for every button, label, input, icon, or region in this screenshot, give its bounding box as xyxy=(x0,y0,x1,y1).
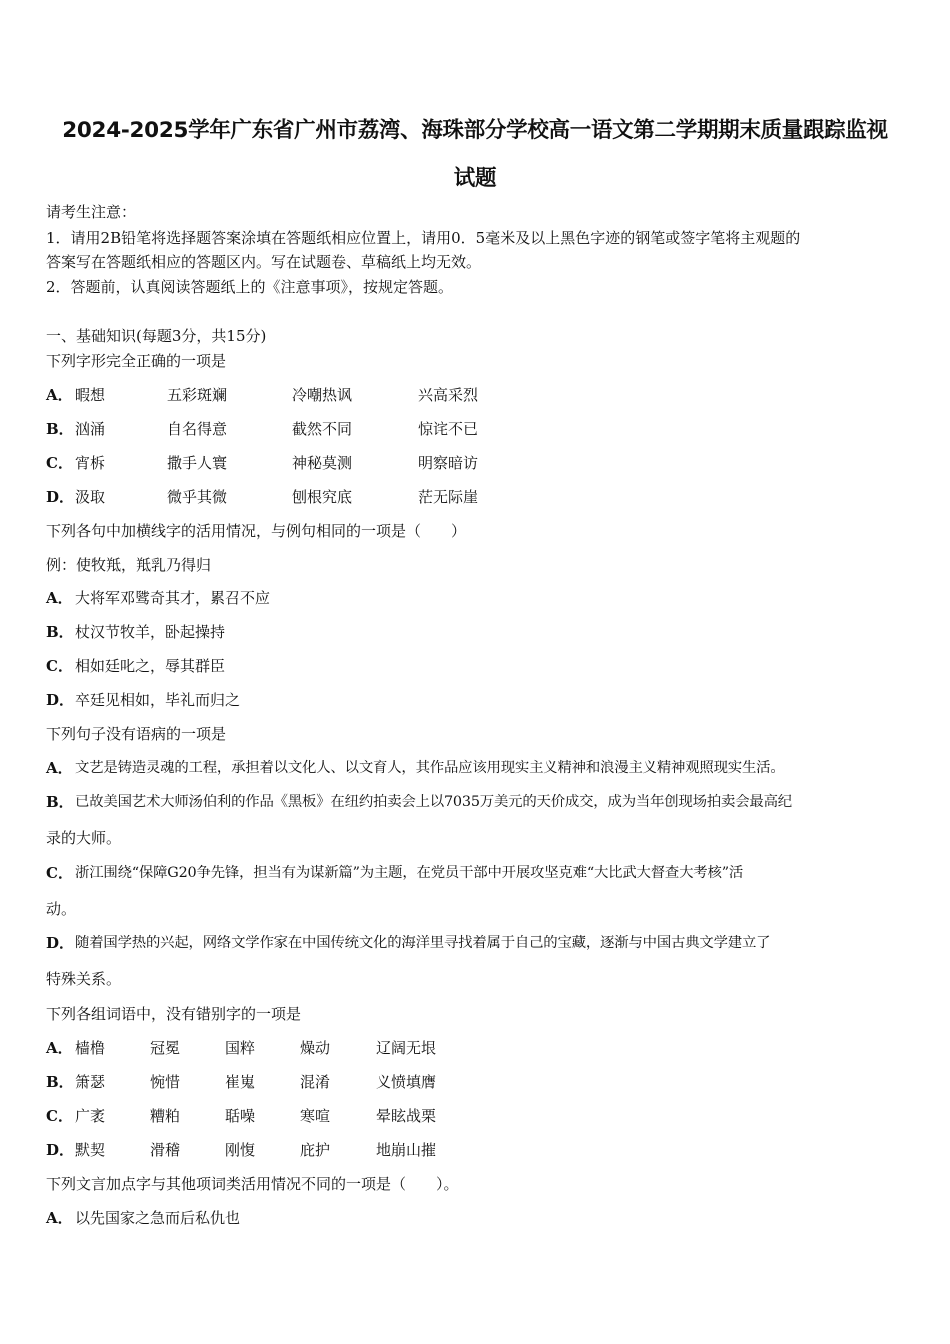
option-word: 神秘莫测 xyxy=(292,454,353,472)
notice-item-2: 2．答题前，认真阅读答题纸上的《注意事项》，按规定答题。 xyxy=(46,278,454,296)
option-text: 大将军邓骘奇其才，累召不应 xyxy=(75,589,271,607)
option-word: 刨根究底 xyxy=(292,488,353,506)
option-text-continued: 动。 xyxy=(46,900,77,918)
option-word: 暇想 xyxy=(75,386,106,404)
option-word: 微乎其微 xyxy=(167,488,228,506)
option-word: 宵柝 xyxy=(75,454,106,472)
option-letter: B． xyxy=(46,420,74,438)
option-word: 自名得意 xyxy=(167,420,228,438)
option-word: 截然不同 xyxy=(292,420,353,438)
option-letter: C． xyxy=(46,454,73,472)
option-letter: A． xyxy=(46,589,73,607)
section-heading: 一、基础知识(每题3分，共15分) xyxy=(46,327,267,345)
option-letter: B． xyxy=(46,793,74,811)
option-word: 五彩斑斓 xyxy=(167,386,228,404)
question-4-stem: 下列各组词语中，没有错别字的一项是 xyxy=(46,1005,302,1023)
option-word: 义愤填膺 xyxy=(376,1073,437,1091)
notice-heading: 请考生注意： xyxy=(46,203,137,221)
option-word: 箫瑟 xyxy=(75,1073,106,1091)
option-word: 汲取 xyxy=(75,488,106,506)
option-letter: C． xyxy=(46,864,73,882)
option-letter: A． xyxy=(46,759,73,777)
option-text-continued: 特殊关系。 xyxy=(46,970,122,988)
option-text-continued: 录的大师。 xyxy=(46,829,122,847)
option-word: 糟粕 xyxy=(150,1107,181,1125)
option-letter: C． xyxy=(46,1107,73,1125)
option-word: 茫无际崖 xyxy=(418,488,479,506)
option-word: 燥动 xyxy=(300,1039,331,1057)
option-word: 惊诧不已 xyxy=(418,420,479,438)
option-word: 冷嘲热讽 xyxy=(292,386,353,404)
question-5-stem: 下列文言加点字与其他项词类活用情况不同的一项是（ ）。 xyxy=(46,1175,459,1193)
option-word: 广袤 xyxy=(75,1107,106,1125)
option-letter: C． xyxy=(46,657,73,675)
option-letter: A． xyxy=(46,386,73,404)
option-text: 浙江围绕“保障G20争先锋，担当有为谋新篇”为主题，在党员干部中开展攻坚克难“大比武大督查大考核”活 xyxy=(75,865,744,881)
option-word: 刚愎 xyxy=(225,1141,256,1159)
option-word: 汹涌 xyxy=(75,420,106,438)
option-letter: D． xyxy=(46,934,75,952)
option-word: 兴高采烈 xyxy=(418,386,479,404)
option-letter: D． xyxy=(46,488,75,506)
option-word: 默契 xyxy=(75,1141,106,1159)
exam-title: 2024-2025学年广东省广州市荔湾、海珠部分学校高一语文第二学期期末质量跟踪监视 xyxy=(62,118,888,143)
option-text: 以先国家之急而后私仇也 xyxy=(75,1209,241,1227)
option-word: 聒噪 xyxy=(225,1107,256,1125)
option-text: 相如廷叱之，辱其群臣 xyxy=(75,657,226,675)
option-word: 惋惜 xyxy=(150,1073,181,1091)
option-word: 庇护 xyxy=(300,1141,331,1159)
option-letter: D． xyxy=(46,691,75,709)
option-letter: A． xyxy=(46,1039,73,1057)
option-word: 明察暗访 xyxy=(418,454,479,472)
question-3-stem: 下列句子没有语病的一项是 xyxy=(46,725,227,743)
option-letter: B． xyxy=(46,623,74,641)
option-word: 撒手人寰 xyxy=(167,454,228,472)
option-text: 文艺是铸造灵魂的工程，承担着以文化人、以文育人，其作品应该用现实主义精神和浪漫主义精神观照现实生活。 xyxy=(75,760,785,776)
option-word: 混淆 xyxy=(300,1073,331,1091)
option-word: 地崩山摧 xyxy=(376,1141,437,1159)
question-1-stem: 下列字形完全正确的一项是 xyxy=(46,352,227,370)
option-word: 冠冕 xyxy=(150,1039,181,1057)
notice-item-1: 1．请用2B铅笔将选择题答案涂填在答题纸相应位置上，请用0．5毫米及以上黑色字迹的钢笔或签字笔将主观题的 xyxy=(46,229,801,247)
notice-item-1-continued: 答案写在答题纸相应的答题区内。写在试题卷、草稿纸上均无效。 xyxy=(46,253,482,271)
option-word: 晕眩战栗 xyxy=(376,1107,437,1125)
option-word: 滑稽 xyxy=(150,1141,181,1159)
option-text: 已故美国艺术大师汤伯利的作品《黑板》在纽约拍卖会上以7035万美元的天价成交，成为当年创现场拍卖会最高纪 xyxy=(75,794,792,810)
option-word: 樯橹 xyxy=(75,1039,106,1057)
question-2-example: 例：使牧羝，羝乳乃得归 xyxy=(46,556,212,574)
option-letter: A． xyxy=(46,1209,73,1227)
option-text: 杖汉节牧羊，卧起操持 xyxy=(75,623,226,641)
option-text: 卒廷见相如，毕礼而归之 xyxy=(75,691,241,709)
option-letter: D． xyxy=(46,1141,75,1159)
option-word: 寒喧 xyxy=(300,1107,331,1125)
exam-title-continued: 试题 xyxy=(453,166,497,191)
option-word: 国粹 xyxy=(225,1039,256,1057)
option-text: 随着国学热的兴起，网络文学作家在中国传统文化的海洋里寻找着属于自己的宝藏，逐渐与中国古典文学建立了 xyxy=(75,935,771,951)
question-2-stem: 下列各句中加横线字的活用情况，与例句相同的一项是（ ） xyxy=(46,522,467,540)
option-word: 辽阔无垠 xyxy=(376,1039,437,1057)
option-letter: B． xyxy=(46,1073,74,1091)
option-word: 崔嵬 xyxy=(225,1073,256,1091)
